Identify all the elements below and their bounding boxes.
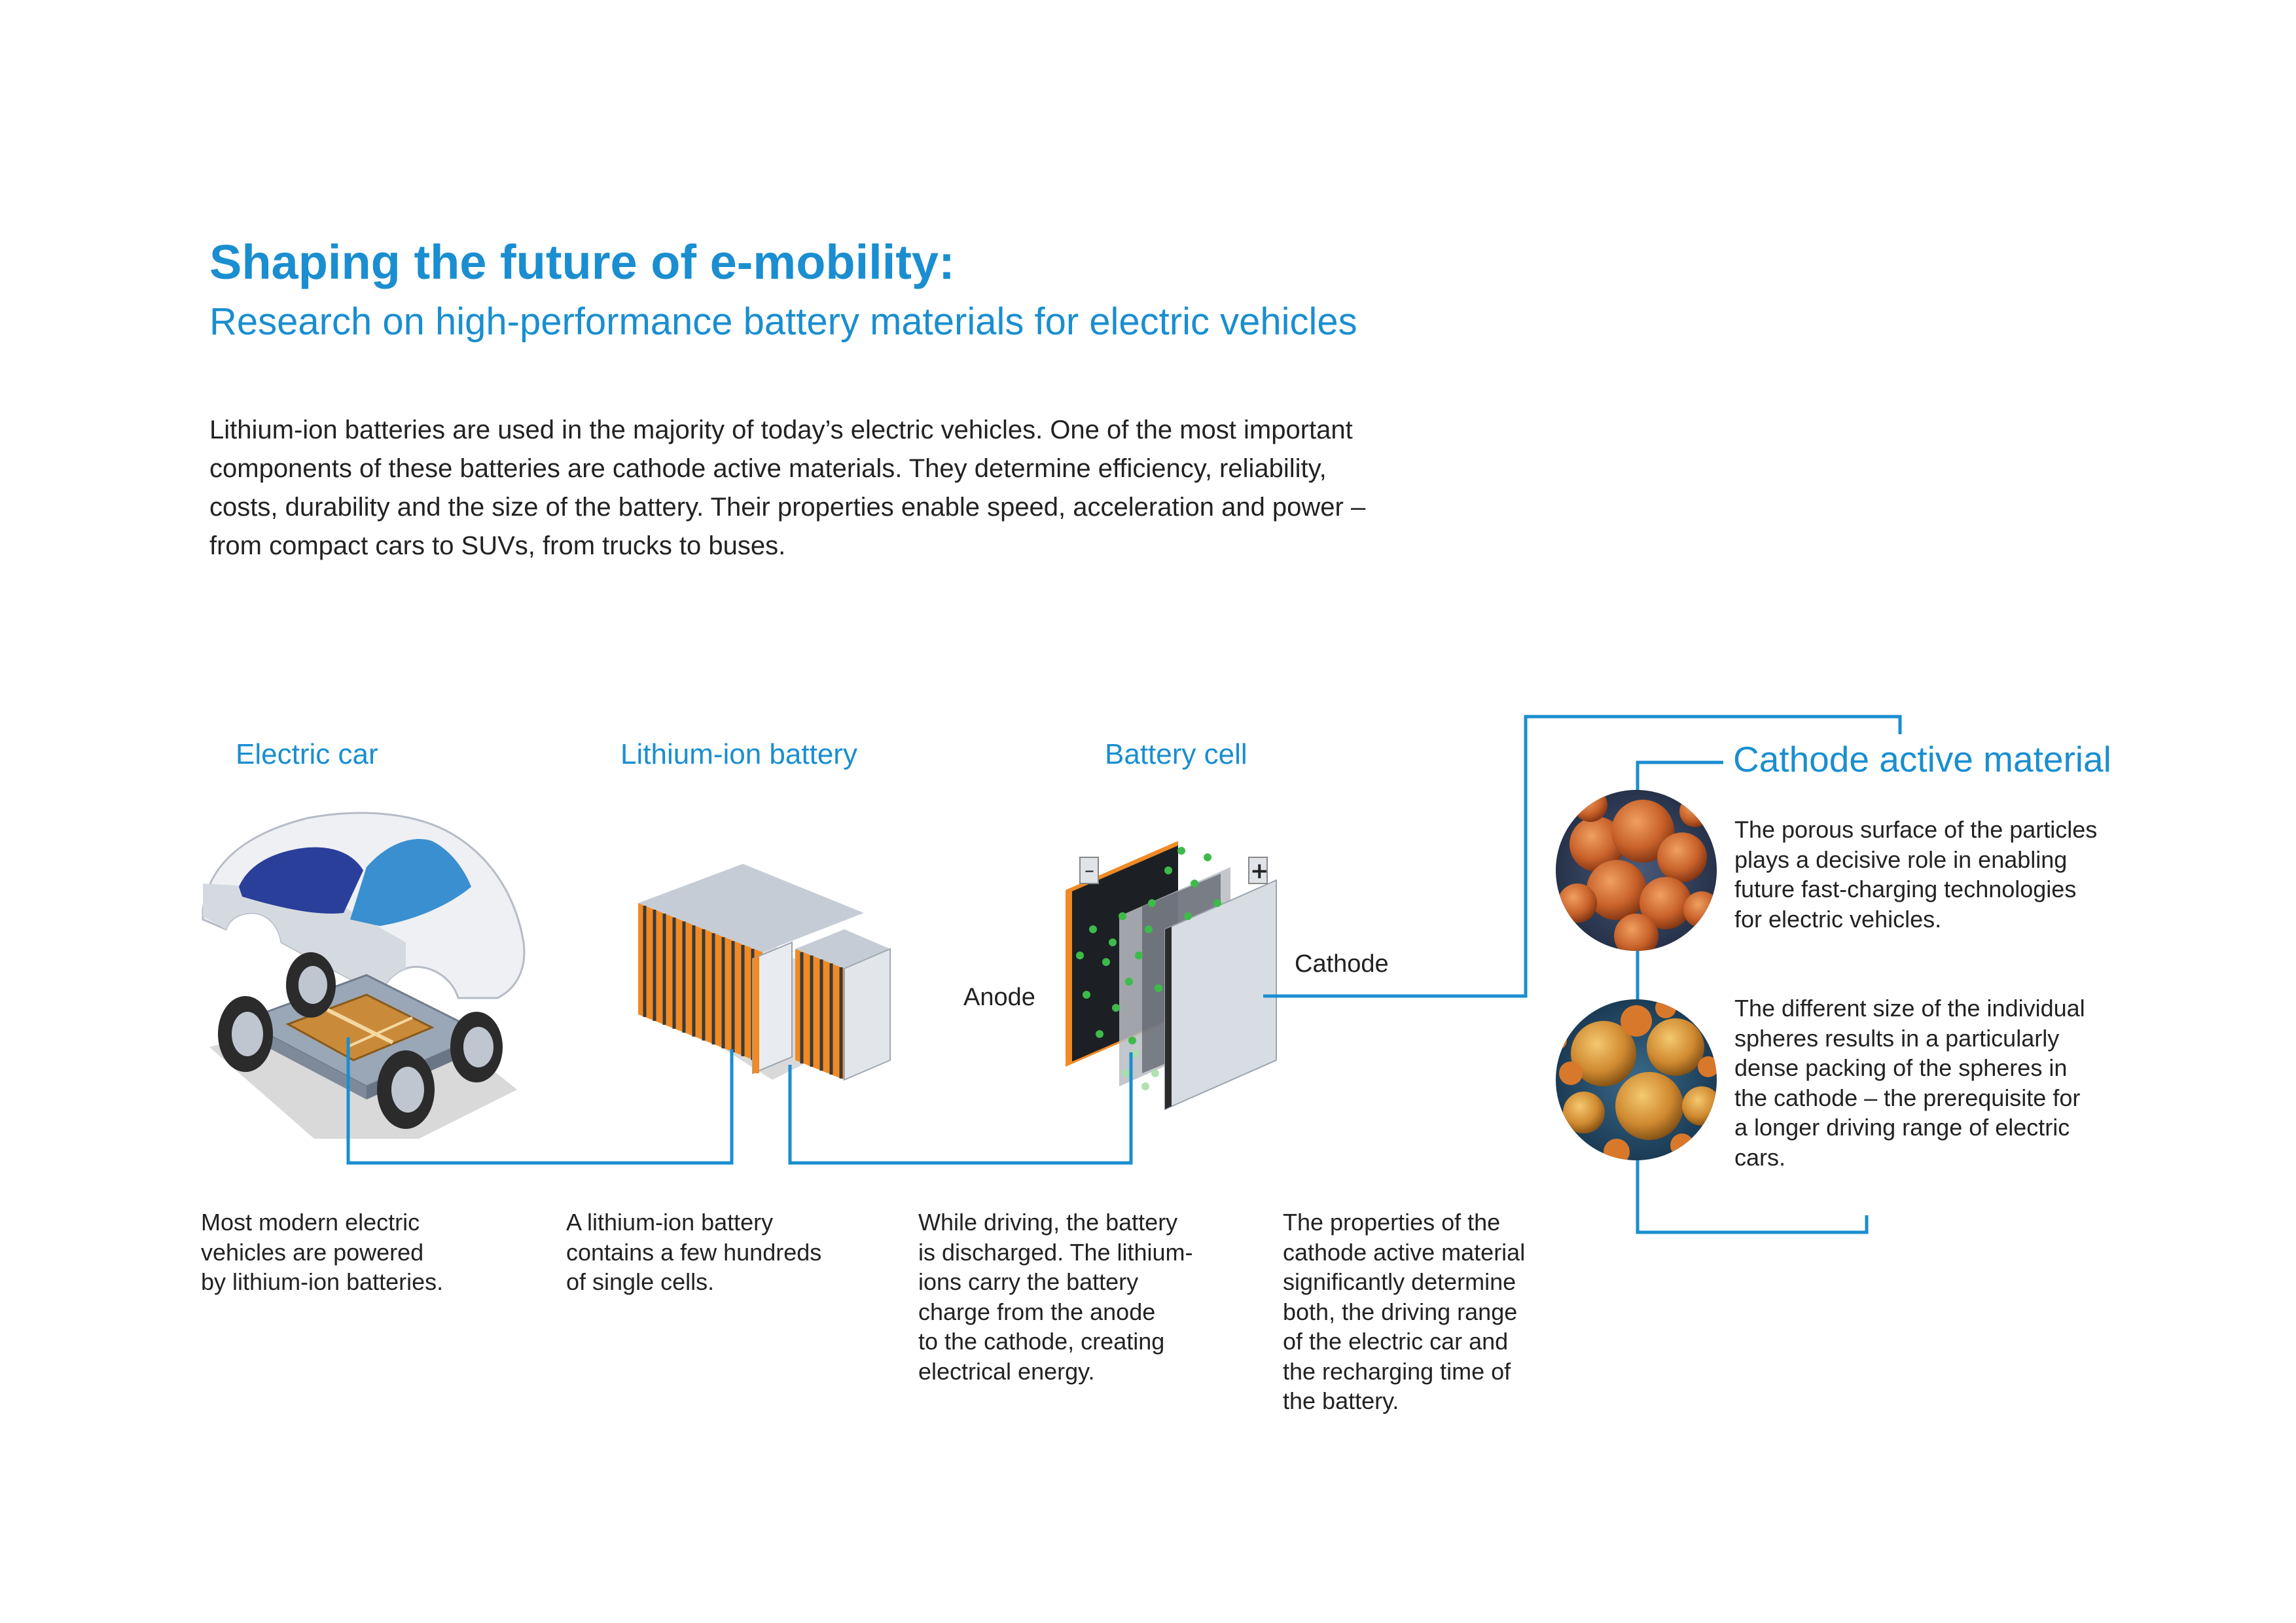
desc-line: significantly determine [1283, 1268, 1516, 1295]
label-lithium-ion-battery: Lithium-ion battery [620, 738, 857, 770]
desc-battery-cell [918, 1207, 1193, 1386]
label-cathode-active-material: Cathode active material [1733, 739, 2111, 779]
desc-line: of single cells. [566, 1268, 715, 1295]
desc-line: by lithium-ion batteries. [201, 1268, 444, 1295]
intro-line: from compact cars to SUVs, from trucks to buses. [209, 531, 786, 560]
desc-line: charge from the anode [918, 1298, 1156, 1325]
porous-particles-image [1556, 788, 1720, 958]
intro-line: Lithium-ion batteries are used in the majority of today’s electric vehicles. One of the most important [209, 416, 1353, 444]
desc-line: is discharged. The lithium- [918, 1238, 1193, 1266]
label-cathode: Cathode [1295, 950, 1389, 978]
desc-line: cars. [1734, 1143, 1786, 1171]
desc-sphere-size [1734, 993, 2085, 1172]
desc-line: the recharging time of [1283, 1357, 1511, 1385]
desc-line: ions carry the battery [918, 1268, 1139, 1295]
desc-line: for electric vehicles. [1734, 905, 1942, 933]
desc-line: A lithium-ion battery [566, 1209, 774, 1236]
desc-electric-car [201, 1207, 443, 1297]
desc-line: vehicles are powered [201, 1238, 424, 1266]
desc-porous-surface [1734, 815, 2097, 934]
desc-cathode [1283, 1207, 1525, 1416]
desc-line: the battery. [1283, 1387, 1399, 1414]
page-subtitle: Research on high-performance battery materials for electric vehicles [209, 300, 1357, 343]
page-title: Shaping the future of e-mobility: [209, 235, 955, 289]
desc-line: Most modern electric [201, 1209, 420, 1236]
desc-line: cathode active material [1283, 1238, 1526, 1266]
desc-line: plays a decisive role in enabling [1734, 846, 2068, 873]
desc-line: the cathode – the prerequisite for [1734, 1084, 2081, 1111]
battery-cell-illustration [1066, 841, 1276, 1109]
desc-line: of the electric car and [1283, 1328, 1509, 1355]
intro-line: components of these batteries are cathode active materials. They determine efficiency, reliability, [209, 454, 1327, 483]
desc-line: The properties of the [1283, 1209, 1501, 1236]
label-anode: Anode [963, 984, 1035, 1011]
desc-line: contains a few hundreds [566, 1238, 822, 1266]
electric-car-illustration [203, 813, 524, 1139]
desc-line: The porous surface of the particles [1734, 816, 2098, 843]
desc-line: to the cathode, creating [918, 1328, 1165, 1355]
desc-line: While driving, the battery [918, 1209, 1178, 1236]
desc-line: dense packing of the spheres in [1734, 1054, 2068, 1081]
battery-pack-illustration [638, 864, 890, 1080]
desc-lithium-ion-battery [566, 1207, 821, 1297]
desc-line: electrical energy. [918, 1357, 1095, 1385]
desc-line: spheres results in a particularly [1734, 1024, 2060, 1052]
desc-line: both, the driving range [1283, 1298, 1518, 1325]
label-electric-car: Electric car [236, 738, 378, 770]
intro-line: costs, durability and the size of the battery. Their properties enable speed, acceleration and power – [209, 493, 1366, 522]
desc-line: future fast-charging technologies [1734, 876, 2077, 902]
dense-spheres-image [1549, 997, 1721, 1165]
desc-line: The different size of the individual [1734, 995, 2085, 1022]
minus-terminal: – [1085, 859, 1094, 882]
plus-terminal: + [1250, 858, 1269, 884]
desc-line: a longer driving range of electric [1734, 1114, 2070, 1141]
label-battery-cell: Battery cell [1105, 738, 1247, 770]
